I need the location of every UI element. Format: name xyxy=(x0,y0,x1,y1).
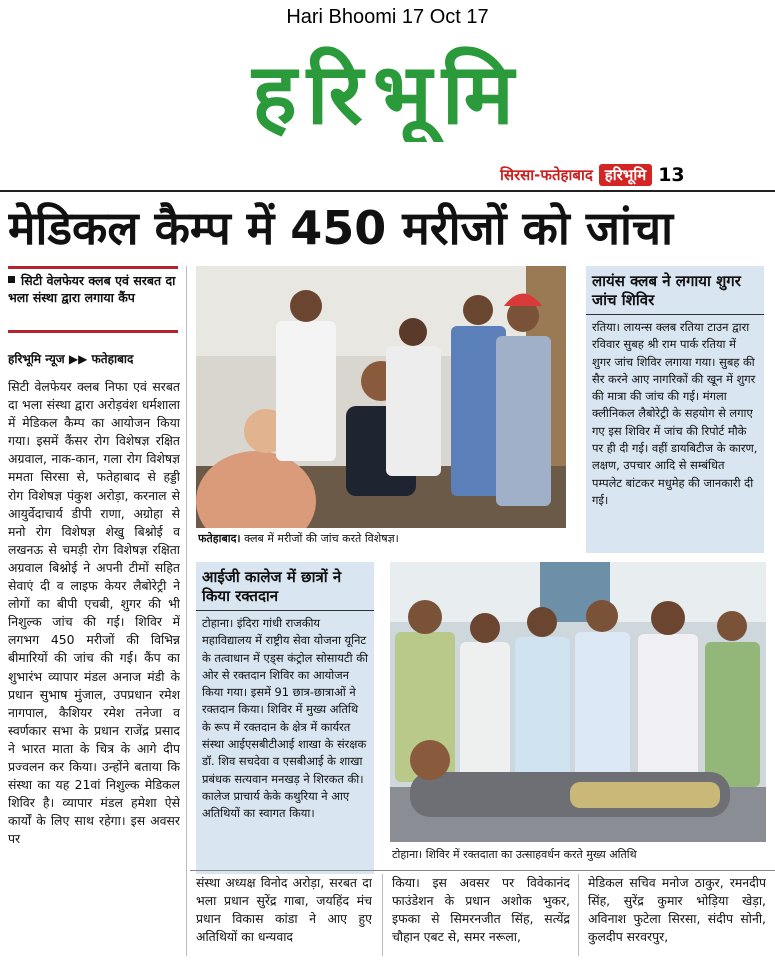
kicker-text: सिटी वेलफेयर क्लब एवं सरबत दा भला संस्था द्वारा लगाया कैंप xyxy=(8,273,176,305)
photo-medical-camp-image xyxy=(196,266,566,528)
clipping-source-caption: Hari Bhoomi 17 Oct 17 xyxy=(286,6,489,28)
column-divider-2 xyxy=(382,874,383,956)
lions-box-body: रतिया। लायन्स क्लब रतिया टाउन द्वारा रविवार सुबह श्री राम पार्क रतिया में शुगर जांच शिविर लगाया गया। सुबह की सैर करने आए नागरिकों की खून में शुगर की मात्रा की जांच की गई। मंगला क्लीनिकल लैबोरेट्री के सहयोग से लगाए गए इस शिविर में जांच की रिपोर्ट मौके पर ही दी गई। वहीं डायबिटीज के कारण, लक्षण, उपचार आदि से सम्बंधित पम्पलेट बांटकर मधुमेह की जानकारी दी गई। xyxy=(592,320,758,507)
photo-medical-camp xyxy=(196,266,566,528)
story-byline: हरिभूमि न्यूज ▶▶ फतेहाबाद xyxy=(8,352,134,366)
mini-logo: हरिभूमि xyxy=(599,164,652,186)
page-strip xyxy=(500,160,775,190)
page-number: 13 xyxy=(658,164,685,186)
bottom-section-rule xyxy=(190,870,775,871)
kicker-rule-top xyxy=(8,266,178,269)
kicker-rule-bottom xyxy=(8,330,178,333)
photo-blood-donation-caption: टोहाना। शिविर में रक्तदाता का उत्साहवर्धन करते मुख्य अतिथि xyxy=(392,848,637,861)
photo-medical-camp-caption xyxy=(198,532,564,546)
main-story-column-1: सिटी वेलफेयर क्लब निफा एवं सरबत दा भला संस्था द्वारा अरोड़वंश धर्मशाला में मेडिकल कैम्प का आयोजन किया गया। इसमें कैंसर रोग विशेषज्ञ रक्षित अग्रवाल, नाक-कान, गला रोग विशेषज्ञ ममता सिरसा से, फतेहाबाद से हड्डी रोग विशेषज्ञ पंकुश अरोड़ा, करनाल से आयुर्वेदाचार्य डीपी राणा, अग्रोहा से मनो रोग विशेषज्ञ शेखु बिश्नोई व लखनऊ से चमड़ी रोग विशेषज्ञ रक्षिता अग्रवाल बिश्नोई ने अपनी टीमों सहित सेवाएं दी व लाइफ केयर लैबोरेट्री ने लोगों का बीपी एचबी, शुगर की भी निशुल्क जांच की गई। शिविर में लगभग 450 मरीजों की विभिन्न बीमारियों की जांच की गई। कैंप का शुभारंभ व्यापार मंडल अनाज मंडी के प्रधान सुभाष मुंजाल, उपप्रधान रमेश नागपाल, कैशियर रमेश तनेजा व स्वर्णकार सभा के प्रधान राजेंद्र प्रसाद ने भारत माता के चित्र के आगे दीप प्रज्वलन कर किया। उन्होंने बताया कि संस्था का यह 21वां निशुल्क मेडिकल शिविर है। व्यापार मंडल हमेशा ऐसे कार्यों के लिए साथ रहेगा। इस अवसर पर xyxy=(8,379,180,847)
photo-blood-donation-image xyxy=(390,562,766,842)
header-rule xyxy=(0,190,775,192)
column-divider xyxy=(186,266,187,956)
lions-club-box xyxy=(586,266,764,553)
college-box-title: आईजी कालेज में छात्रों ने किया रक्तदान xyxy=(196,562,374,611)
edition-label: सिरसा-फतेहाबाद xyxy=(500,166,593,184)
lions-box-title: लायंस क्लब ने लगाया शुगर जांच शिविर xyxy=(586,266,764,315)
main-story-column-2: संस्था अध्यक्ष विनोद अरोड़ा, सरबत दा भला प्रधान सुरेंद्र गाबा, जयहिंद मंच प्रधान विकास कांडा ने आए हुए अतिथियों का धन्यवाद xyxy=(196,875,372,945)
newspaper-masthead: हरिभूमि xyxy=(252,46,524,142)
main-headline: मेडिकल कैम्प में 450 मरीजों को जांचा xyxy=(8,201,673,255)
caption-text: क्लब में मरीजों की जांच करते विशेषज्ञ। xyxy=(240,532,399,545)
caption-place: फतेहाबाद। xyxy=(198,532,241,545)
college-blood-donation-box xyxy=(196,562,374,874)
column-divider-3 xyxy=(578,874,579,956)
photo-blood-donation xyxy=(390,562,766,842)
story-kicker xyxy=(8,272,178,306)
kicker-bullet-icon xyxy=(8,276,15,283)
college-box-body: टोहाना। इंदिरा गांधी राजकीय महाविद्यालय में राष्ट्रीय सेवा योजना यूनिट के तत्वाधान में एड्स कंट्रोल सोसायटी की ओर से रक्तदान शिविर का आयोजन किया गया। इसमें 91 छात्र-छात्राओं ने रक्तदान किया। शिविर में मुख्य अतिथि के रूप में रक्तदान के क्षेत्र में कार्यरत संस्था आईएसबीटीआई शाखा के संरक्षक डॉ. शिव सचदेवा व एसबीआई के शाखा प्रबंधक सत्यवान मनखड़ ने शिरकत की। कालेज प्राचार्य केके कथुरिया ने आए अतिथियों का स्वागत किया। xyxy=(202,616,368,821)
main-story-column-4: मेडिकल सचिव मनोज ठाकुर, रमनदीप सिंह, सुरेंद्र कुमार भोड़िया खेड़ा, अविनाश फुटेला सिरसा, संदीप सोनी, कुलदीप सरवरपुर, xyxy=(588,875,766,945)
main-story-column-3: किया। इस अवसर पर विवेकानंद फाउंडेशन के प्रधान अशोक भुकर, इफका से सिमरनजीत सिंह, सत्येंद्र चौहान एबट से, समर नरूला, xyxy=(392,875,570,945)
